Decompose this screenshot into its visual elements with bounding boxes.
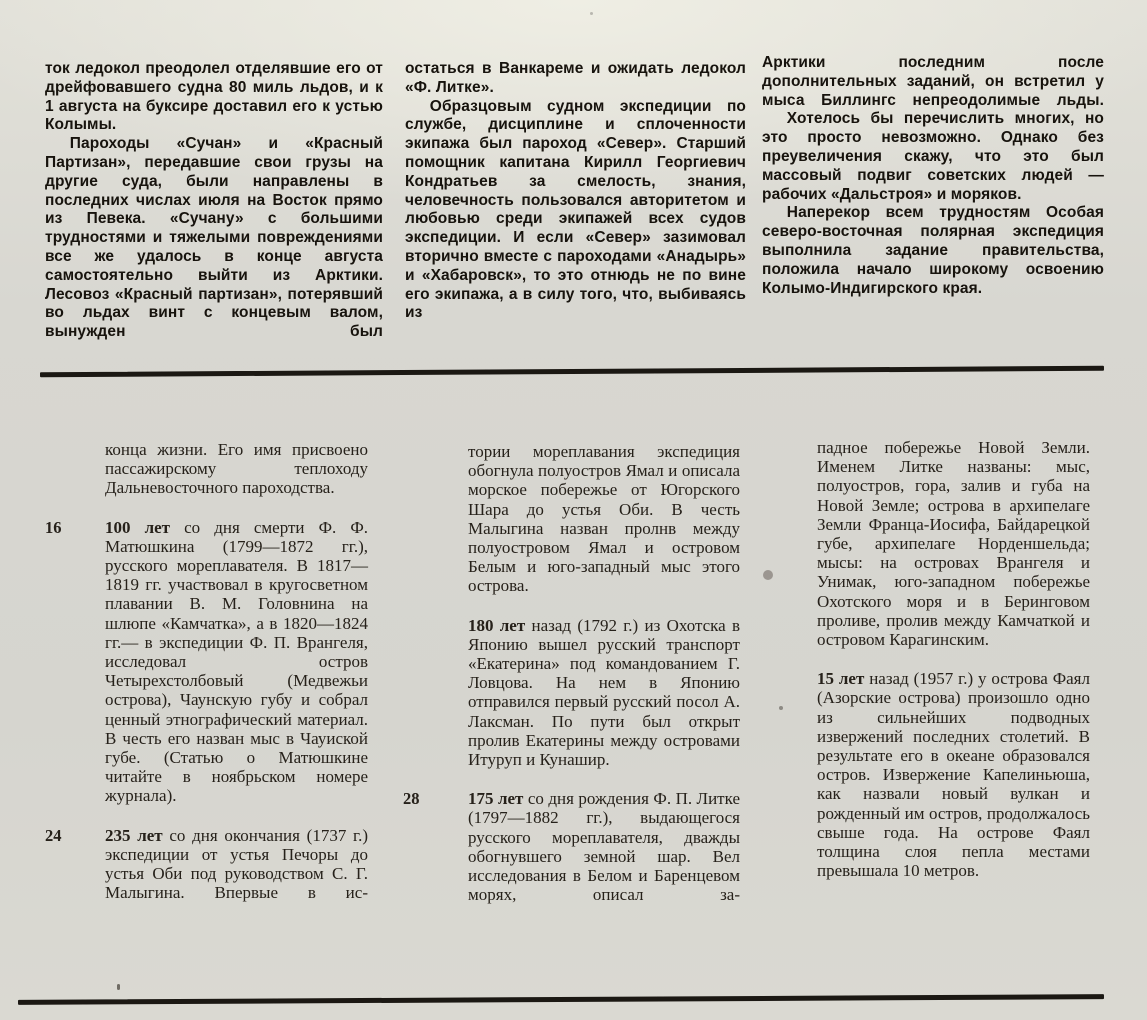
entry-text [105,826,368,903]
day-number: 24 [45,825,62,845]
print-artifact-dot [590,12,593,15]
section-divider-rule [40,366,1104,377]
calendar-column-1 [45,440,368,902]
entry-text [468,442,740,596]
entry-body: тории мореплавания экспедиция обогнула полуостров Ямал и описала морское побережье от Югорского Шара до устья Оби. В честь Малыгина назван пролнв между полуостровом Ямал и островом Белым и юго-западный мыс этого острова. [468,442,740,596]
paragraph: ток ледокол преодолел отделявшие его от дрейфовавшего судна 80 миль льдов, и к 1 августа на буксире доставил его к устью Колымы. [45,60,383,134]
print-artifact-dot [117,984,120,990]
paragraph: Арктики последним после дополнительных заданий, он встретил у мыса Биллингс непреодолимые льды. [762,54,1104,109]
anniversary-lead: 175 лет [468,789,524,809]
day-number: 28 [403,789,420,809]
calendar-column-3 [748,438,1090,880]
print-artifact-dot [763,570,773,580]
paragraph: Пароходы «Сучан» и «Красный Партизан», передавшие свои грузы на другие суда, были направлены в последних числах июля на Восток прямо из Певека. «Сучану» с большими трудностями и тяжелыми повреждениями все же удалось в конце августа самостоятельно выйти из Арктики. Лесовоз «Красный партизан», потерявший во льдах винт с концевым валом, вынужден был [45,135,383,341]
entry-body: конца жизни. Его имя присвоено пассажирскому теплоходу Дальневосточного пароходства. [105,440,368,498]
paragraph: Наперекор всем трудностям Особая северо-восточная полярная экспедиция выполнила задание правительства, положила начало широкому освоению Колымо-Индигирского края. [762,204,1104,297]
entry-body: падное побережье Новой Земли. Именем Литке названы: мыс, полуостров, гора, залив и губа на Новой Земле; острова в архипелаге Земли Франца-Иосифа, Байдарецкой губе, архипелаге Норденшельда; мысы: на островах Врангеля и Унимак, юго-западном побережье Охотского моря и в Беринговом проливе, пролив между Камчаткой и островом Карагинским. [817,438,1090,650]
calendar-column-2 [403,442,740,904]
anniversary-lead: 15 лет [817,669,865,689]
anniversary-lead: 100 лет [105,517,171,537]
entry-text [468,789,740,904]
entry-body: со дня окончания (1737 г.) экспедиции от устья Печоры до устья Оби под руководством С. Г. Малыгина. Впервые в ис- [105,825,368,903]
anniversary-lead: 180 лет [468,615,526,635]
day-number: 16 [45,517,62,537]
calendar-entry [748,669,1090,880]
article-column-3 [762,54,1104,298]
bottom-rule [18,994,1104,1005]
calendar-entry [748,438,1090,649]
entry-text [817,438,1090,649]
calendar-entry [45,440,368,498]
entry-text [468,616,740,770]
print-artifact-dot [779,706,783,710]
entry-text [817,669,1090,880]
entry-body: со дня смерти Ф. Ф. Матюшкина (1799—1872 гг.), русского мореплавателя. В 1817—1819 гг. участвовал в кругосветном плавании В. М. Головнина на шлюпе «Камчатка», а в 1820—1824 гг.— в экспедиции Ф. П. Врангеля, исследовал остров Четырехстолбовый (Медвежьи острова), Чаунскую губу и собрал ценный этнографический материал. В честь его назван мыс в Чауиской губе. (Статью о Матюшкине читайте в ноябрьском номере журнала). [105,517,369,806]
entry-body: назад (1957 г.) у острова Фаял (Азорские острова) произошло одно из сильнейших подводных извержений последних столетий. В результате его в океане образовался остров. Извержение Капелиньюша, как назвали новый вулкан и рожденный им остров, продолжалось свыше года. На острове Фаял толщина слоя пепла местами превышала 10 метров. [817,669,1090,881]
calendar-entry [45,826,368,903]
calendar-entry [403,442,740,596]
anniversary-lead: 235 лет [105,825,163,845]
calendar-entry [403,616,740,770]
entry-text [105,518,368,806]
paragraph: Хотелось бы перечислить многих, но это просто невозможно. Однако без преувеличения скажу, что это был массовый подвиг советских людей — рабочих «Дальстроя» и моряков. [762,110,1104,203]
article-column-2 [405,60,746,323]
entry-body: назад (1792 г.) из Охотска в Японию вышел русский транспорт «Екатерина» под командованием Г. Ловцова. На нем в Японию отправился первый русский посол А. Лаксман. По пути был открыт пролив Екатерины между островами Итуруп и Кунашир. [468,615,741,770]
paragraph: Образцовым судном экспедиции по службе, дисциплине и сплоченности экипажа был пароход «Север». Старший помощник капитана Кирилл Георгиевич Кондратьев за смелость, знания, человечность пользовался авторитетом и любовью среди экипажей всех судов экспедиции. И если «Север» зазимовал вторично вместе с пароходами «Анадырь» и «Хабаровск», то это отнюдь не по вине его экипажа, а в силу того, что, выбиваясь из [405,97,746,322]
article-column-1 [45,60,383,342]
entry-text [105,440,368,498]
entry-body: со дня рождения Ф. П. Литке (1797—1882 гг.), выдающегося русского мореплавателя, дважды обогнувшего земной шар. Вел исследования в Белом и Баренцевом морях, описал за- [468,789,740,905]
calendar-entry [403,789,740,904]
paragraph: остаться в Ванкареме и ожидать ледокол «Ф. Литке». [405,60,746,96]
calendar-entry [45,518,368,806]
